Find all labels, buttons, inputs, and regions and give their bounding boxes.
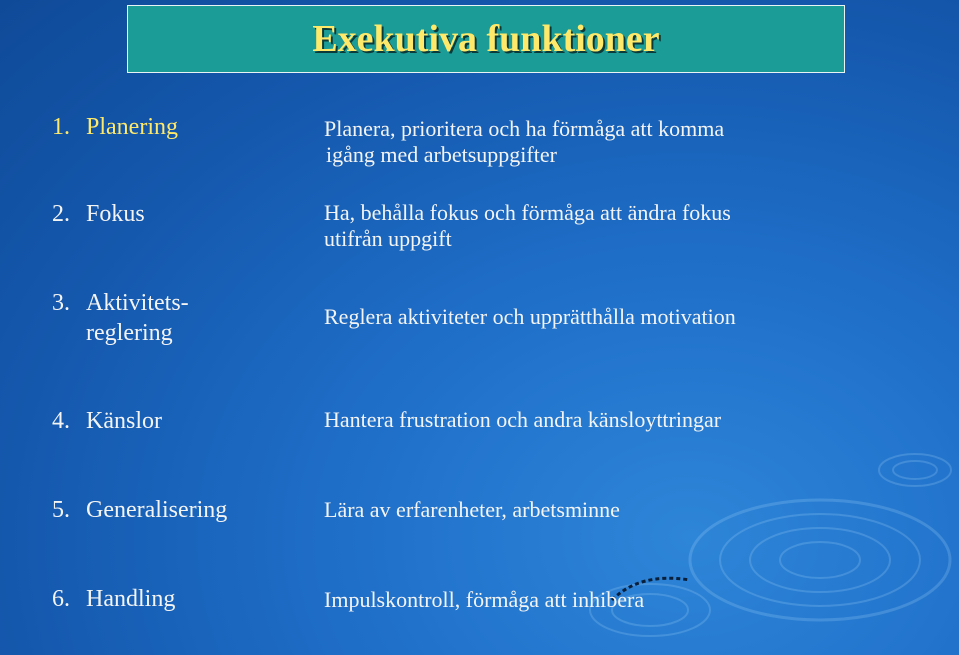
list-item-term <box>52 497 227 524</box>
item-description-continued: igång med arbetsuppgifter <box>326 142 557 167</box>
list-item-description <box>324 587 644 613</box>
list-item-description <box>324 497 620 523</box>
item-description: Reglera aktiviteter och upprätthålla motivation <box>324 304 736 329</box>
item-number: 5. <box>52 497 70 523</box>
list-item-term <box>52 408 162 435</box>
page-title: Exekutiva funktioner <box>312 18 660 60</box>
list-item-description <box>324 304 736 330</box>
item-term: Aktivitets- <box>86 290 189 316</box>
item-number: 3. <box>52 290 70 316</box>
item-term: Planering <box>86 114 178 140</box>
item-term-continued: reglering <box>86 320 173 346</box>
item-description: Planera, prioritera och ha förmåga att komma <box>324 116 725 141</box>
item-number: 1. <box>52 114 70 140</box>
item-number: 6. <box>52 586 70 612</box>
item-description: Lära av erfarenheter, arbetsminne <box>324 497 620 522</box>
item-description-continued: utifrån uppgift <box>324 226 452 251</box>
item-term: Generalisering <box>86 497 228 523</box>
list-item-term <box>52 586 175 613</box>
item-description: Impulskontroll, förmåga att inhibera <box>324 587 645 612</box>
item-term: Handling <box>86 586 176 612</box>
list-item-description <box>324 200 731 252</box>
item-term: Fokus <box>86 201 145 227</box>
item-description: Hantera frustration och andra känsloyttringar <box>324 407 722 432</box>
item-number: 4. <box>52 408 70 434</box>
list-item-term <box>52 114 178 141</box>
list-item-term <box>52 201 145 228</box>
list-item-description <box>324 116 724 168</box>
item-description: Ha, behålla fokus och förmåga att ändra fokus <box>324 200 731 225</box>
item-number: 2. <box>52 201 70 227</box>
list-item-term <box>52 288 189 348</box>
item-term: Känslor <box>86 408 162 434</box>
title-banner <box>127 5 845 73</box>
list-item-description <box>324 407 721 433</box>
